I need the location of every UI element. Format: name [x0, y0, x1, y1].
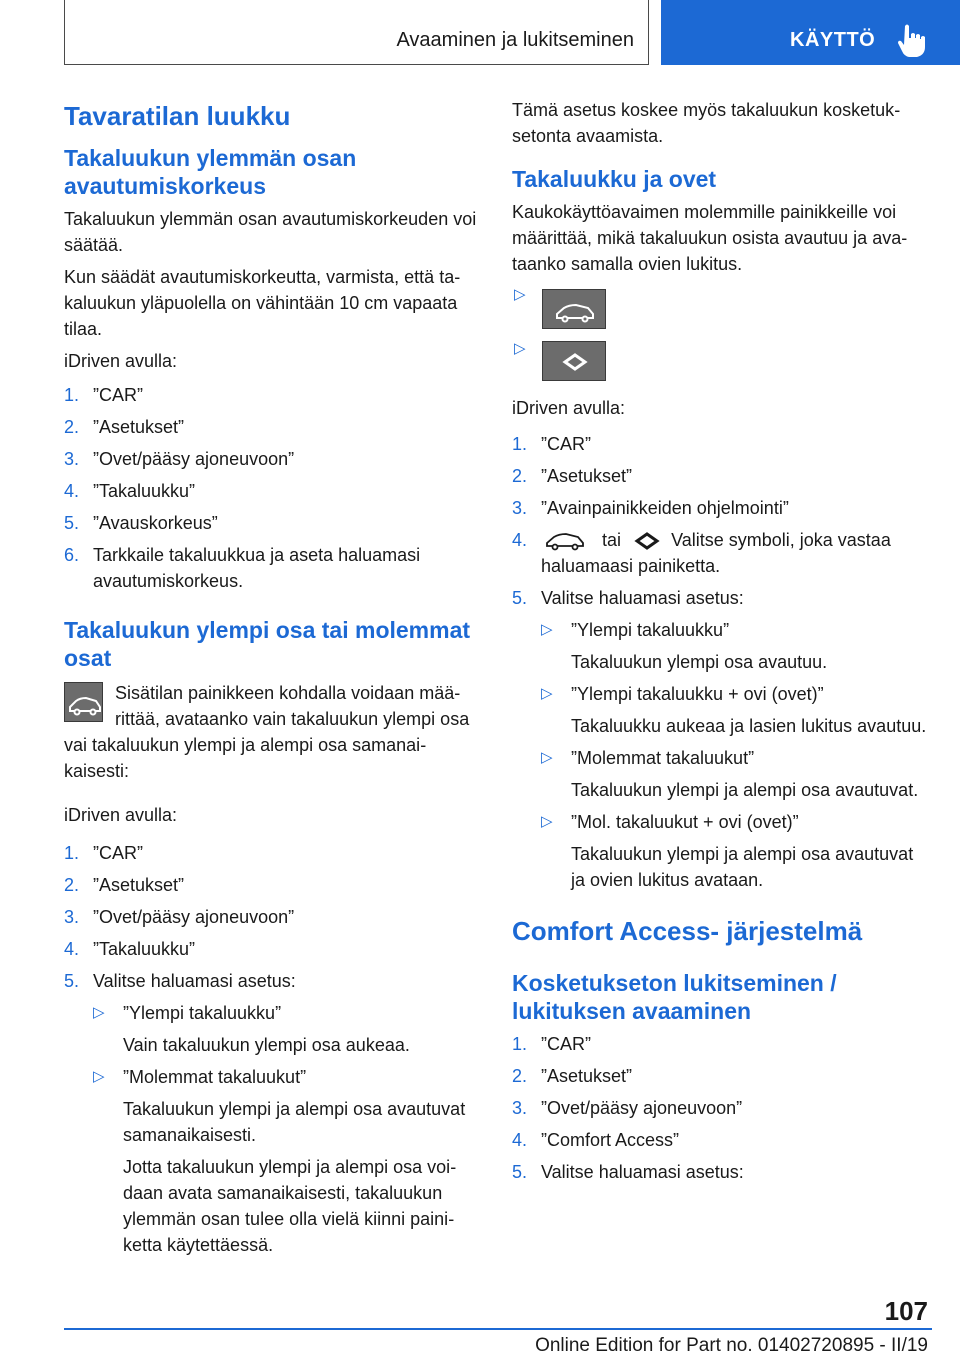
list-item: 3. ”Ovet/pääsy ajoneuvoon”: [512, 1098, 743, 1119]
section-heading: Tavaratilan luukku: [64, 101, 291, 131]
car-trunk-icon: [541, 529, 591, 553]
footer-divider: [64, 1328, 932, 1330]
right-column: [512, 97, 930, 1185]
paragraph-with-button: Sisätilan painikkeen kohdalla voidaan määrittää, avataanko vain takaluukun ylempi osa vai takaluukun ylempi ja alempi osa samanaikaisesti:: [64, 683, 470, 781]
chapter-title: Avaaminen ja lukitseminen: [396, 29, 634, 51]
paragraph: Takaluukun ylemmän osan avautumiskorkeuden voi säätää.: [64, 209, 477, 255]
button-option: ▷: [512, 339, 930, 383]
paragraph: Kaukokäyttöavaimen molemmille painikkeille voi määrittää, mikä takaluukun osista avautuu ja avataanko samalla ovien lukitus.: [512, 202, 908, 274]
option-item: ▷ ”Molemmat takaluukut” Takaluukun ylempi ja alempi osa avautuvat.: [541, 748, 919, 801]
car-trunk-icon: [64, 682, 103, 722]
option-item: ▷ ”Ylempi takaluukku + ovi (ovet)” Takaluukku aukeaa ja lasien lukitus avautuu.: [541, 684, 927, 737]
paragraph: iDriven avulla:: [512, 398, 626, 418]
edition-note: Online Edition for Part no. 01402720895 - II/19: [535, 1335, 928, 1356]
list-item: 6. Tarkkaile takaluukkua ja aseta haluamasi avautumiskorkeus.: [64, 545, 421, 591]
options-list: [93, 1000, 479, 1258]
list-item: 2. ”Asetukset”: [64, 875, 185, 895]
subsection-heading: Kosketukseton lukitseminen / lukituksen avaaminen: [512, 970, 837, 1025]
left-column: [64, 100, 479, 1258]
paragraph: Kun säädät avautumiskorkeutta, varmista, että takaluukun yläpuolella on vähintään 10 cm vapaata tilaa.: [64, 267, 461, 339]
paragraph: iDriven avulla:: [64, 351, 178, 371]
option-item: ▷ ”Ylempi takaluukku” Vain takaluukun ylempi osa aukeaa.: [93, 1003, 410, 1055]
option-item: ▷ ”Ylempi takaluukku” Takaluukun ylempi osa avautuu.: [541, 620, 828, 673]
list-item: 5. ”Avauskorkeus”: [64, 513, 218, 533]
options-list: [541, 617, 930, 893]
subsection-heading: Takaluukku ja ovet: [512, 166, 717, 192]
subsection-heading: Takaluukun ylempi osa tai molemmat osat: [64, 617, 471, 671]
car-trunk-icon: [542, 289, 606, 329]
subsection-heading: Takaluukun ylemmän osan avautumiskorkeus: [64, 145, 357, 199]
steps-list: [512, 1031, 930, 1185]
list-item: 4. tai Valitse symboli, joka vastaa haluamaasi painiketta.: [512, 530, 891, 577]
list-item: 2. ”Asetukset”: [64, 417, 185, 437]
steps-list: [64, 840, 479, 1258]
hand-pointer-icon: [897, 22, 927, 58]
list-item: 1. ”CAR”: [512, 1034, 591, 1055]
diamond-arrow-icon: [542, 341, 606, 381]
list-item: 1. ”CAR”: [64, 385, 143, 405]
list-item: 4. ”Takaluukku”: [64, 939, 196, 959]
list-item: 4. ”Takaluukku”: [64, 481, 196, 501]
paragraph: Tämä asetus koskee myös takaluukun kosketuksetonta avaamista.: [512, 100, 901, 146]
steps-list: [64, 382, 479, 594]
section-heading: Comfort Access- järjestelmä: [512, 916, 863, 947]
list-item: 5. Valitse haluamasi asetus: ▷ ”Ylempi takaluukku” Vain takaluukun ylempi osa aukeaa. ▷ ”Molemmat takaluukut” Takaluukun ylempi ja alempi osa avautuvat samanaikaisesti. Jotta takaluukun ylempi ja alempi osa voidaan avata samanaikaisesti, takaluukun ylemmän osan tulee olla vielä kiinni painiketta käytettäessä.: [64, 968, 479, 1258]
option-item: ▷ ”Molemmat takaluukut” Takaluukun ylempi ja alempi osa avautuvat samanaikaisesti. Jotta takaluukun ylempi ja alempi osa voidaan avata samanaikaisesti, takaluukun ylemmän osan tulee olla vielä kiinni painiketta käytettäessä.: [93, 1067, 466, 1255]
list-item: 4. ”Comfort Access”: [512, 1130, 680, 1151]
section-tab[interactable]: [661, 0, 960, 65]
page-number: 107: [884, 1296, 928, 1326]
option-item: ▷ ”Mol. takaluukut + ovi (ovet)” Takaluukun ylempi ja alempi osa avautuvat ja ovien lukitus avataan.: [541, 812, 914, 891]
steps-list: [512, 431, 930, 893]
diamond-arrow-icon: [632, 531, 662, 551]
header-bar: [64, 0, 649, 65]
list-item: 1. ”CAR”: [64, 843, 143, 863]
list-item: 2. ”Asetukset”: [512, 466, 633, 486]
list-item: 3. ”Ovet/pääsy ajoneuvoon”: [64, 449, 295, 469]
list-item: 2. ”Asetukset”: [512, 1066, 633, 1087]
list-item: 3. ”Avainpainikkeiden ohjelmointi”: [512, 498, 789, 518]
button-option: ▷: [512, 285, 930, 329]
list-item: 5. Valitse haluamasi asetus:: [512, 1162, 744, 1183]
section-tab-label: KÄYTTÖ: [790, 29, 876, 51]
list-item: 5. Valitse haluamasi asetus: ▷ ”Ylempi takaluukku” Takaluukun ylempi osa avautuu. ▷ ”Ylempi takaluukku + ovi (ovet)” Takaluukku aukeaa ja lasien lukitus avautuu. ▷ ”Molemmat takaluukut” Takaluukun ylempi ja alempi osa avautuvat. ▷ ”Mol. takaluukut + ovi (ovet)” Takaluukun ylempi ja alempi osa avautuvat ja ovien lukitus avataan.: [512, 585, 930, 893]
list-item: 1. ”CAR”: [512, 434, 591, 454]
list-item: 3. ”Ovet/pääsy ajoneuvoon”: [64, 907, 295, 927]
paragraph: iDriven avulla:: [64, 805, 178, 825]
